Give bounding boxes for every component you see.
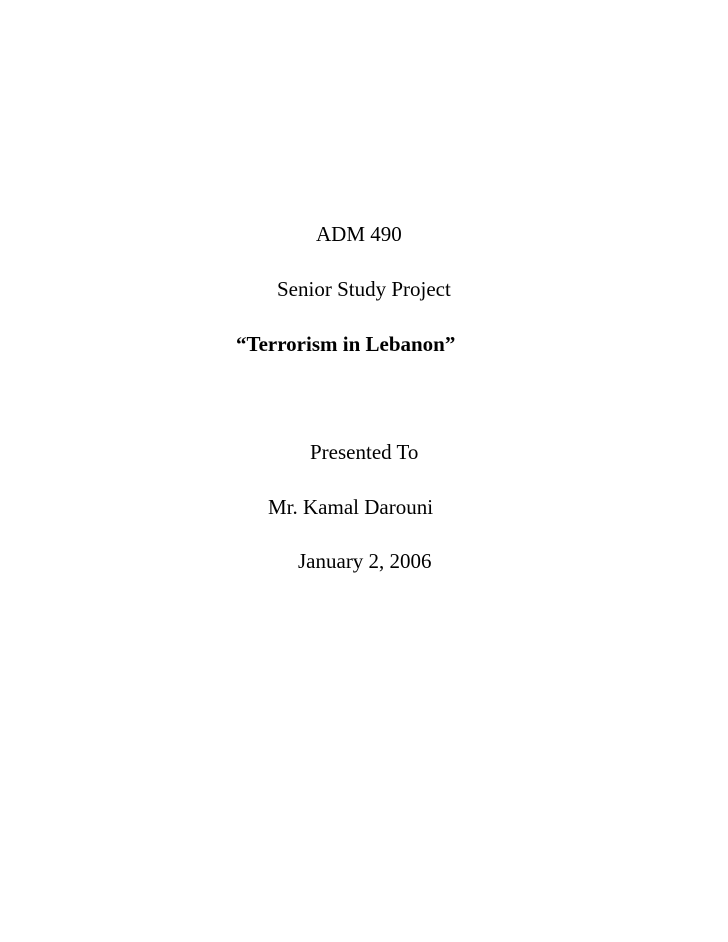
project-type: Senior Study Project <box>277 277 451 301</box>
document-date: January 2, 2006 <box>298 549 432 573</box>
course-code: ADM 490 <box>316 222 402 246</box>
presented-to-label: Presented To <box>310 440 419 464</box>
recipient-name: Mr. Kamal Darouni <box>268 495 434 519</box>
document-title: “Terrorism in Lebanon” <box>236 332 456 356</box>
